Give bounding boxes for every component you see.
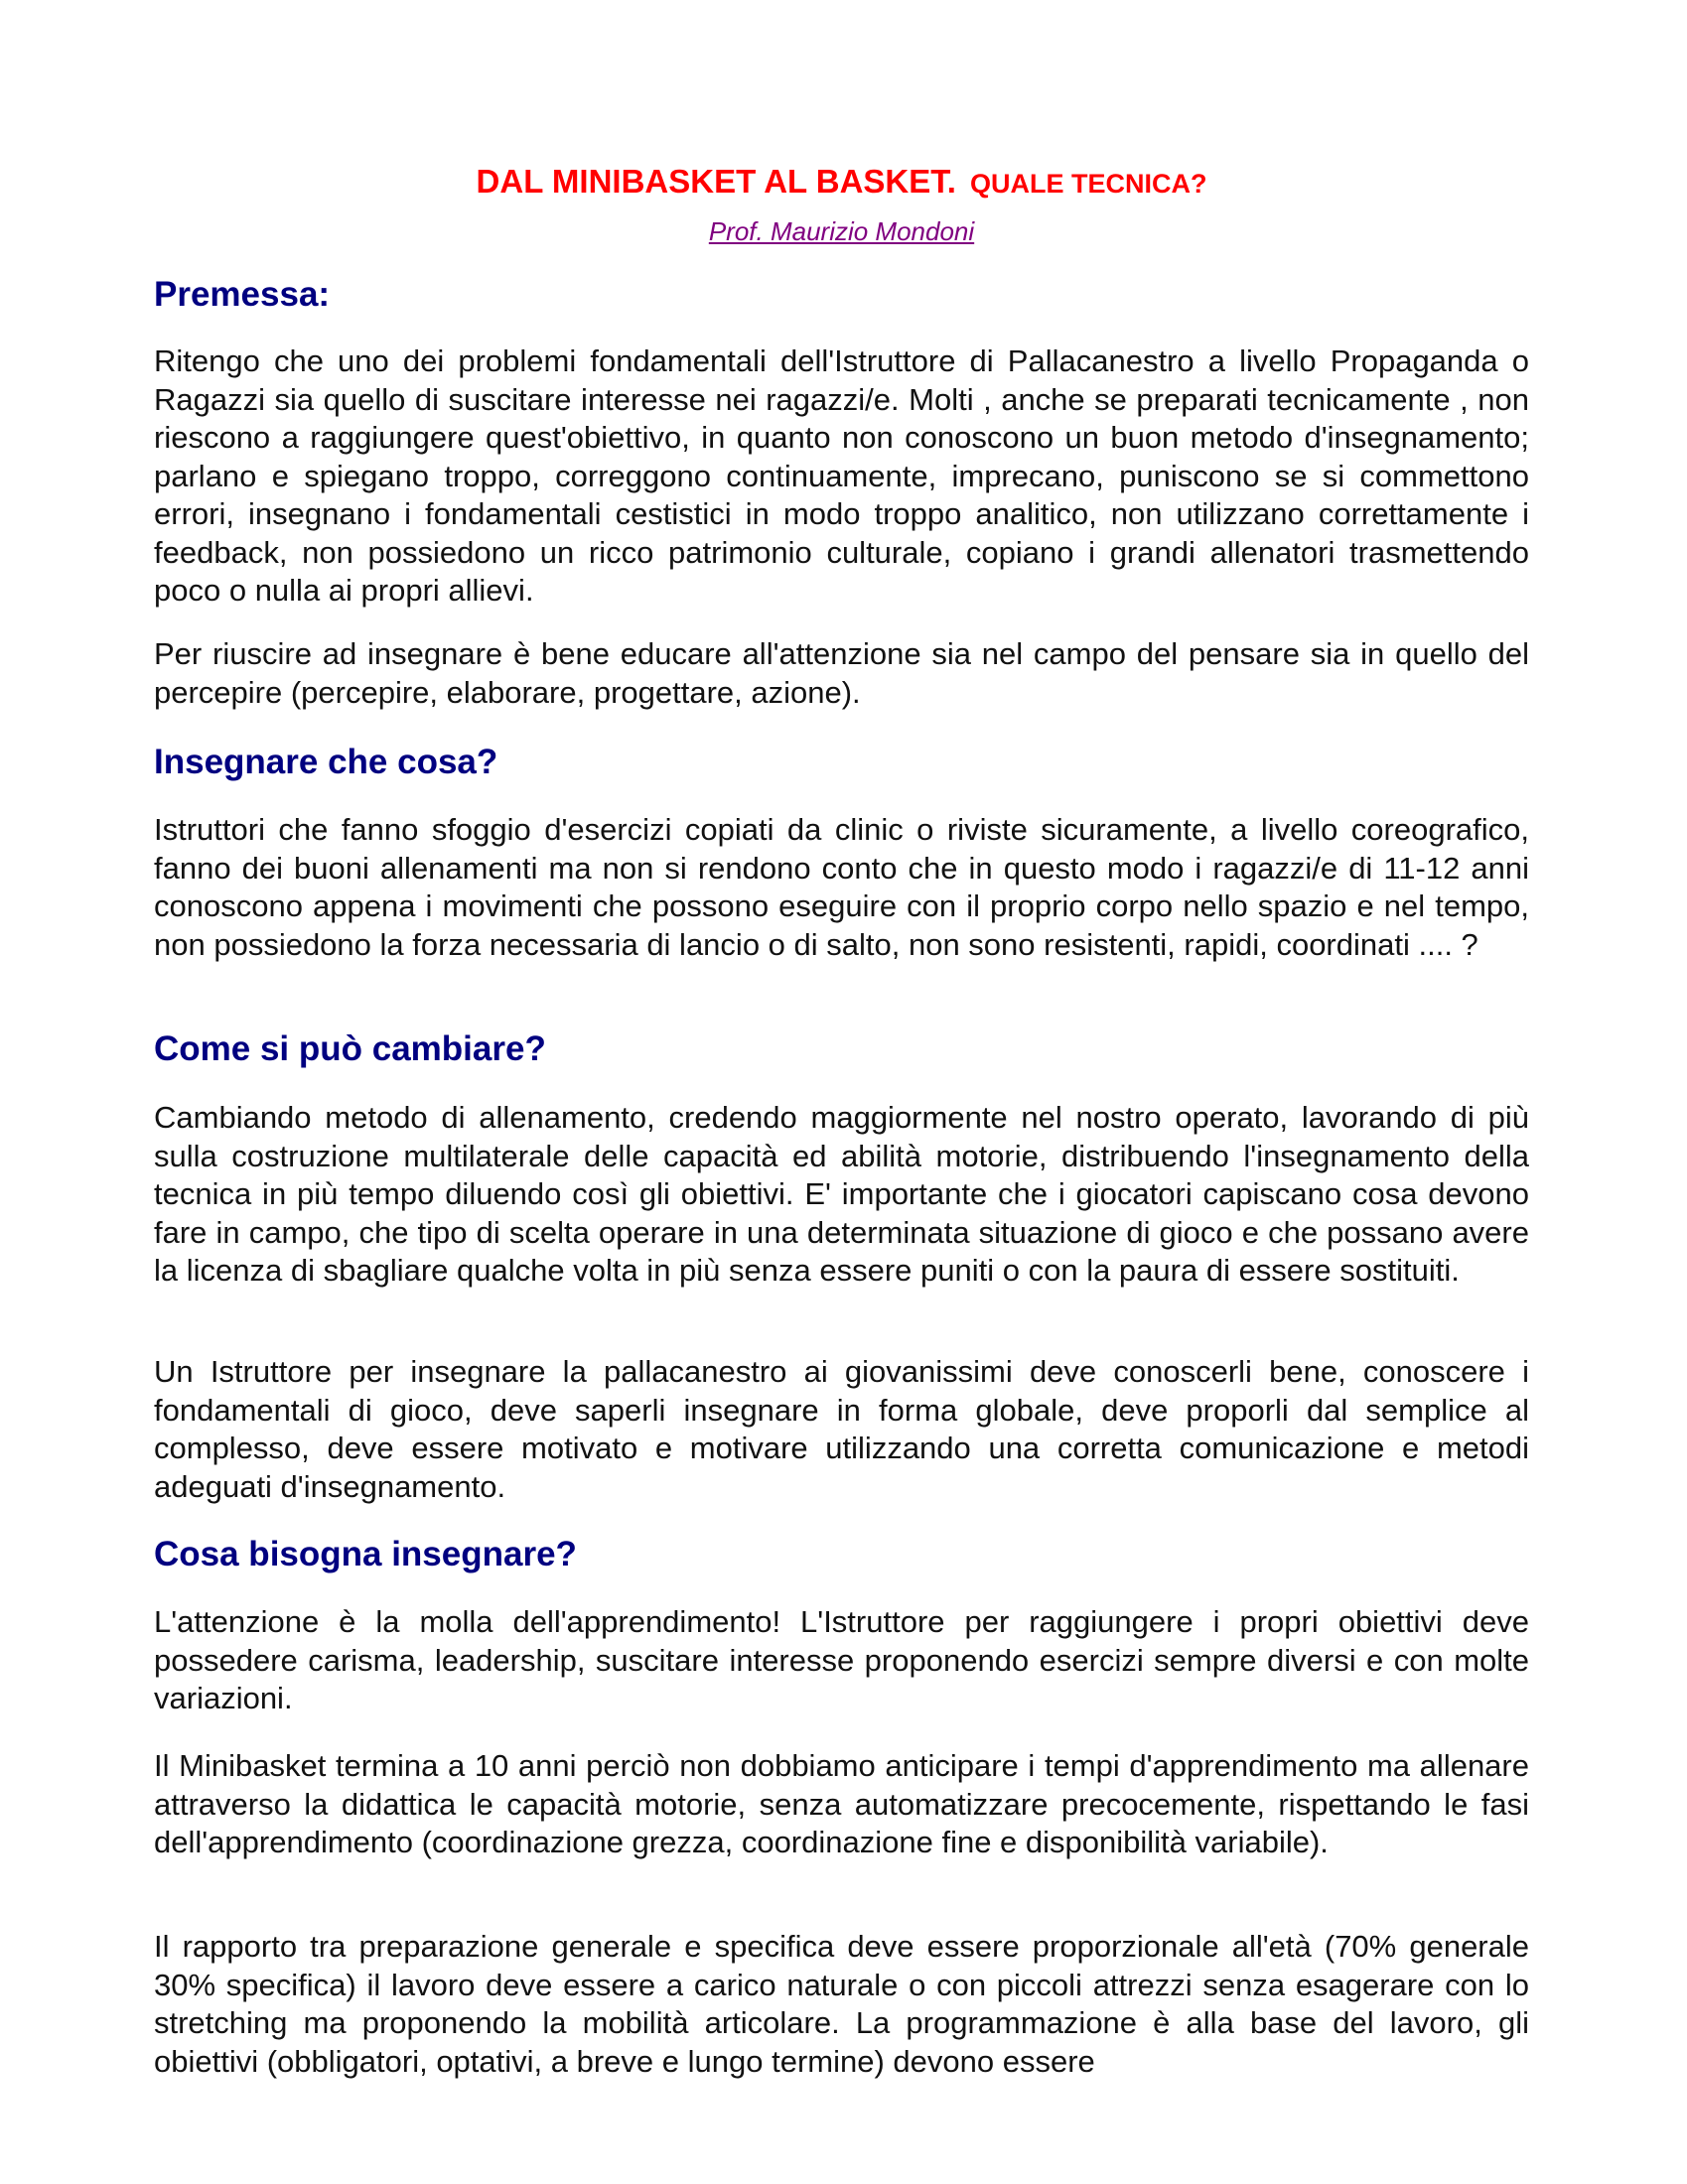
paragraph: Cambiando metodo di allenamento, credendo maggiormente nel nostro operato, lavorando di più sulla costruzione multilaterale delle capacità ed abilità motorie, distribuendo l'insegnamento della tecnica in più tempo diluendo così gli obiettivi. E' importante che i giocatori capiscano cosa devono fare in campo, che tipo di scelta operare in una determinata situazione di gioco e che possano avere la licenza di sbagliare qualche volta in più senza essere puniti o con la paura di essere sostituiti.	[154, 1100, 1529, 1288]
title-sub: QUALE TECNICA?	[969, 169, 1207, 199]
paragraph: Il Minibasket termina a 10 anni perciò non dobbiamo anticipare i tempi d'apprendimento ma allenare attraverso la didattica le capacità motorie, senza automatizzare precocemente, rispettando le fasi dell'apprendimento (coordinazione grezza, coordinazione fine e disponibilità variabile).	[154, 1748, 1529, 1859]
paragraph: Ritengo che uno dei problemi fondamentali dell'Istruttore di Pallacanestro a livello Propaganda o Ragazzi sia quello di suscitare interesse nei ragazzi/e. Molti , anche se preparati tecnicamente , non riescono a raggiungere quest'obiettivo, in quanto non conoscono un buon metodo d'insegnamento; parlano e spiegano troppo, correggono continuamente, imprecano, puniscono se si commettono errori, insegnano i fondamentali cestistici in modo troppo analitico, non utilizzano correttamente i feedback, non possiedono un ricco patrimonio culturale, copiano i grandi allenatori trasmettendo poco o nulla ai propri allievi.	[154, 343, 1529, 608]
paragraph: Un Istruttore per insegnare la pallacanestro ai giovanissimi deve conoscerli bene, conoscere i fondamentali di gioco, deve saperli insegnare in forma globale, deve proporli dal semplice al complesso, deve essere motivato e motivare utilizzando una corretta comunicazione e metodi adeguati d'insegnamento.	[154, 1354, 1529, 1504]
paragraph: Il rapporto tra preparazione generale e specifica deve essere proporzionale all'età (70% generale 30% specifica) il lavoro deve essere a carico naturale o con piccoli attrezzi senza esagerare con lo stretching ma proponendo la mobilità articolare. La programmazione è alla base del lavoro, gli obiettivi (obbligatori, optativi, a breve e lungo termine) devono essere	[154, 1929, 1529, 2079]
section-heading-cambiare: Come si può cambiare?	[154, 1029, 546, 1068]
paragraph: Per riuscire ad insegnare è bene educare all'attenzione sia nel campo del pensare sia in quello del percepire (percepire, elaborare, progettare, azione).	[154, 636, 1529, 710]
section-heading-cosa-insegnare: Cosa bisogna insegnare?	[154, 1535, 577, 1573]
document-title	[154, 162, 1529, 204]
section-heading-premessa: Premessa:	[154, 275, 331, 314]
author-link[interactable]: Prof. Maurizio Mondoni	[708, 216, 975, 246]
section-heading-insegnare: Insegnare che cosa?	[154, 743, 498, 781]
title-main: DAL MINIBASKET AL BASKET.	[476, 163, 956, 200]
paragraph: L'attenzione è la molla dell'apprendimento! L'Istruttore per raggiungere i propri obiettivi deve possedere carisma, leadership, suscitare interesse proponendo esercizi sempre diversi e con molte variazioni.	[154, 1604, 1529, 1715]
paragraph: Istruttori che fanno sfoggio d'esercizi copiati da clinic o riviste sicuramente, a livello coreografico, fanno dei buoni allenamenti ma non si rendono conto che in questo modo i ragazzi/e di 11-12 anni conoscono appena i movimenti che possono eseguire con il proprio corpo nello spazio e nel tempo, non possiedono la forza necessaria di lancio o di salto, non sono resistenti, rapidi, coordinati .... ?	[154, 812, 1529, 962]
